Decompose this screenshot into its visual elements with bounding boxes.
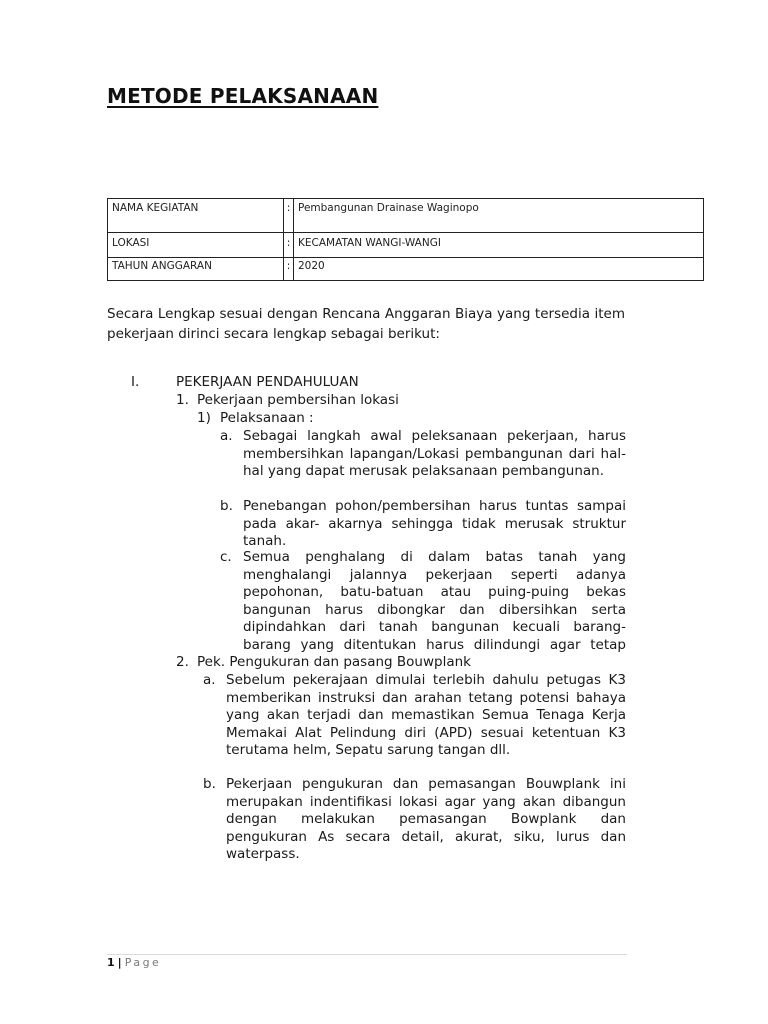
page-label: Page xyxy=(124,956,162,969)
list-item xyxy=(0,410,768,428)
item-number: 1. xyxy=(176,392,189,408)
table-row xyxy=(108,233,704,258)
list-item xyxy=(0,672,768,778)
point-letter: b. xyxy=(203,776,216,792)
table-cell-separator: : xyxy=(284,233,294,258)
page-title: METODE PELAKSANAAN xyxy=(107,84,379,108)
table-cell-value: KECAMATAN WANGI-WANGI xyxy=(294,233,704,258)
page-footer xyxy=(107,956,161,969)
info-table xyxy=(107,198,704,281)
point-letter: a. xyxy=(203,672,216,688)
subitem-title: Pelaksanaan : xyxy=(220,410,314,426)
table-cell-label: NAMA KEGIATAN xyxy=(108,199,284,233)
table-cell-separator: : xyxy=(284,199,294,233)
list-item xyxy=(0,392,768,410)
section-number: I. xyxy=(131,374,140,390)
point-text: Penebangan pohon/pembersihan harus tuntas sampai pada akar- akarnya sehingga tidak merusak struktur tanah. xyxy=(243,498,626,549)
intro-paragraph: Secara Lengkap sesuai dengan Rencana Anggaran Biaya yang tersedia item pekerjaan dirinci secara lengkap sebagai berikut: xyxy=(107,306,625,342)
point-text: Sebagai langkah awal peleksanaan pekerjaan, harus membersihkan lapangan/Lokasi pembangunan dari hal-hal yang dapat merusak pelaksanaan pembangunan. xyxy=(243,428,626,479)
section-heading xyxy=(0,374,768,392)
subitem-number: 1) xyxy=(197,410,211,426)
table-cell-value: 2020 xyxy=(294,258,704,281)
list-item xyxy=(0,776,768,866)
point-text: Sebelum pekerajaan dimulai terlebih dahulu petugas K3 memberikan instruksi dan arahan tetang potensi bahaya yang akan terjadi dan memastikan Semua Tenaga Kerja Memakai Alat Pelindung diri (APD) sesuai ketentuan K3 terutama helm, Sepatu sarung tangan dll. xyxy=(226,672,626,758)
point-text: Pekerjaan pengukuran dan pemasangan Bouwplank ini merupakan indentifikasi lokasi agar yang akan dibangun dengan melakukan pemasangan Bowplank dan pengukuran As secara detail, akurat, siku, lurus dan waterpass. xyxy=(226,776,626,862)
table-cell-separator: : xyxy=(284,258,294,281)
table-row xyxy=(108,258,704,281)
item-title: Pekerjaan pembersihan lokasi xyxy=(197,392,399,408)
item-title: Pek. Pengukuran dan pasang Bouwplank xyxy=(197,654,471,670)
page-number: 1 xyxy=(107,956,115,969)
item-number: 2. xyxy=(176,654,189,670)
section-title: PEKERJAAN PENDAHULUAN xyxy=(176,374,359,390)
list-item xyxy=(0,654,768,672)
point-letter: c. xyxy=(220,549,232,565)
footer-divider xyxy=(107,954,627,955)
table-row xyxy=(108,199,704,233)
list-item xyxy=(0,428,768,498)
list-item xyxy=(0,498,768,550)
point-letter: a. xyxy=(220,428,233,444)
table-cell-value: Pembangunan Drainase Waginopo xyxy=(294,199,704,233)
table-cell-label: LOKASI xyxy=(108,233,284,258)
footer-separator: | xyxy=(117,956,122,969)
list-item xyxy=(0,549,768,655)
point-text: Semua penghalang di dalam batas tanah yang menghalangi jalannya pekerjaan seperti adanya pepohonan, batu-batuan atau puing-puing bekas bangunan harus dibongkar dan dibersihkan serta dipindahkan dari tanah bangunan kecuali barang-barang yang ditentukan harus dilindungi agar tetap xyxy=(243,549,626,653)
table-cell-label: TAHUN ANGGARAN xyxy=(108,258,284,281)
point-letter: b. xyxy=(220,498,233,514)
